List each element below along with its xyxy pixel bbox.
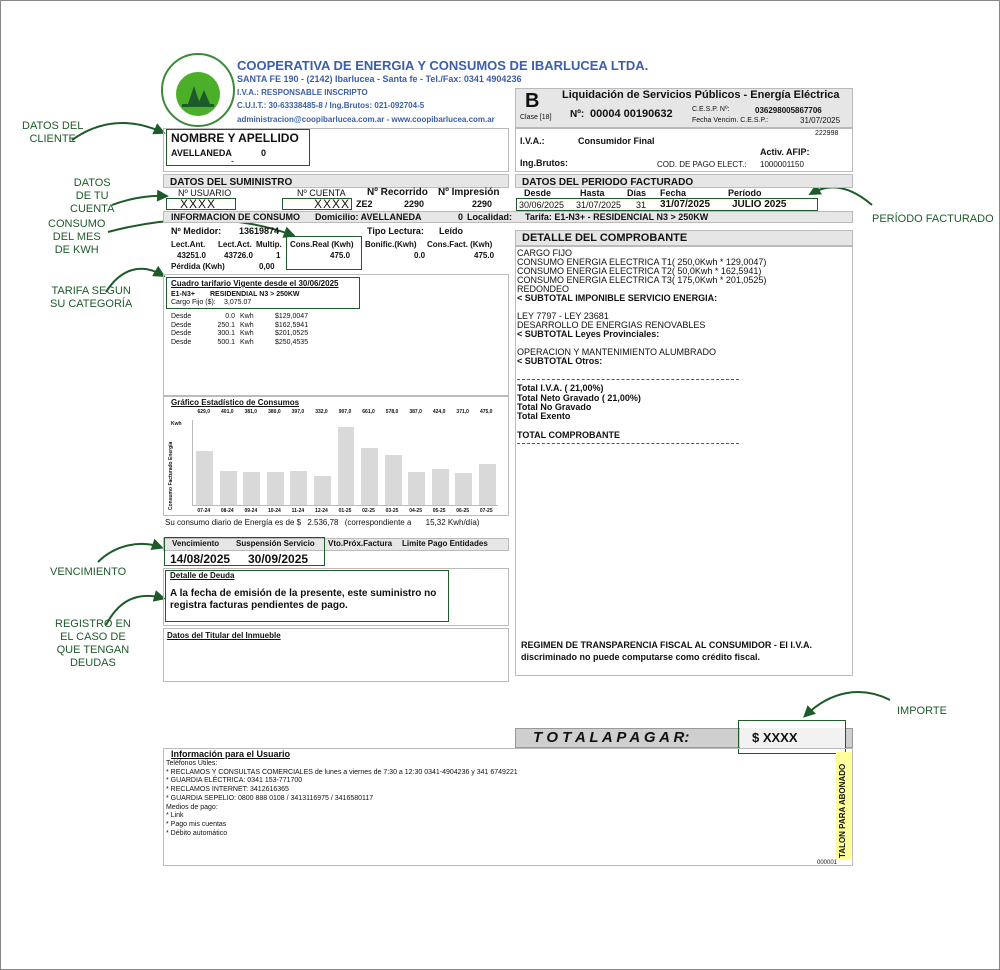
dias-value: 31 [636, 200, 647, 210]
periodo-value: JULIO 2025 [732, 199, 787, 210]
chart-category-label: 04-25 [409, 508, 422, 514]
chart-category-label: 05-25 [432, 508, 446, 514]
bonific-label: Bonific.(Kwh) [365, 240, 417, 249]
chart-category-label: 11-24 [291, 508, 305, 514]
client-city: AVELLANEDA [171, 148, 232, 158]
client-name: NOMBRE Y APELLIDO [171, 131, 299, 145]
chart-category-label: 06-25 [456, 508, 470, 514]
chart-category-label: 03-25 [385, 508, 399, 514]
deuda-title: Detalle de Deuda [170, 571, 235, 580]
company-name: COOPERATIVA DE ENERGIA Y CONSUMOS DE IBARLUCEA LTDA. [237, 58, 649, 73]
lect-ant-value: 43251.0 [177, 251, 206, 260]
dias-label: Días [627, 188, 647, 198]
total-label: T O T A L A P A G A R: [533, 729, 690, 746]
info-line: * GUARDIA ELÉCTRICA: 0341 153-771700 [166, 777, 303, 785]
regimen-line1: REGIMEN DE TRANSPARENCIA FISCAL AL CONSUMIDOR - El I.V.A. [521, 640, 813, 650]
cons-fact-label: Cons.Fact. (Kwh) [427, 240, 493, 249]
company-email: administracion@coopibarlucea.com.ar - www.coopibarlucea.com.ar [237, 115, 495, 124]
chart-value-label: 371,0 [456, 409, 469, 415]
comprobante-exento: Total Exento [517, 411, 571, 421]
fecha-value: 31/07/2025 [660, 199, 711, 210]
annotation-cuenta: DATOS DE TU CUENTA [70, 177, 115, 215]
chart-bar-11-24 [290, 471, 307, 505]
chart-bar-04-25 [408, 472, 425, 505]
cargo-label: Cargo Fijo ($): [171, 299, 216, 306]
company-iva: I.V.A.: RESPONSABLE INSCRIPTO [237, 88, 368, 97]
hasta-label: Hasta [580, 188, 605, 198]
comprobante-subtotal-leyes: < SUBTOTAL Leyes Provinciales: [517, 329, 660, 339]
info-line: * Link [166, 812, 184, 820]
cons-fact-value: 475.0 [474, 251, 495, 260]
cod-pago-label: COD. DE PAGO ELECT.: [657, 160, 747, 169]
chart-value-label: 387,0 [409, 409, 422, 415]
comprobante-divider-2 [517, 443, 739, 444]
cuadro-row: Desde 500.1 Kwh $250,4535 [171, 338, 309, 346]
annotation-importe: IMPORTE [897, 705, 947, 717]
invoice-letter: B [525, 90, 540, 112]
cuadro-rows [171, 313, 308, 347]
info-lines [166, 760, 518, 838]
chart-value-label: 629,0 [197, 409, 211, 415]
chart-value-labels [192, 409, 498, 417]
cuadro-title: Cuadro tarifario Vigente desde el 30/06/2025 [171, 279, 339, 288]
perdida-value: 0,00 [259, 262, 275, 271]
usuario-label: Nº USUARIO [178, 188, 232, 198]
chart-value-label: 578,0 [385, 409, 399, 415]
info-line: * RECLAMOS INTERNET: 3412616365 [166, 786, 289, 794]
invoice-clase: Clase [18] [520, 114, 552, 121]
vencimiento-label: Vencimiento [172, 539, 220, 548]
lect-ant-label: Lect.Ant. [171, 240, 206, 249]
vto-prox-label: Vto.Próx.Factura [328, 539, 393, 548]
hasta-value: 31/07/2025 [576, 200, 622, 210]
company-cuit: C.U.I.T.: 30-63338485-8 / Ing.Brutos: 021-092704-5 [237, 101, 425, 110]
comprobante-t1: CONSUMO ENERGIA ELECTRICA T1( 250,0Kwh * 129,0047) [517, 257, 767, 267]
invoice-number-label: Nº: [570, 109, 585, 120]
suspension-label: Suspensión Servicio [236, 539, 315, 548]
company-address: SANTA FE 190 - (2142) Ibarlucea - Santa fe - Tel./Fax: 0341 4904236 [237, 74, 522, 84]
chart-bar-02-25 [361, 448, 378, 505]
annotation-registro: REGISTRO EN EL CASO DE QUE TENGAN DEUDAS [55, 618, 131, 669]
chart-bar-05-25 [432, 469, 449, 505]
chart-bar-09-24 [243, 472, 260, 505]
lect-act-value: 43726.0 [224, 251, 253, 260]
chart-bar-07-25 [479, 464, 496, 505]
consumo-diario: Su consumo diario de Energía es de $ 2.536,78 (correspondiente a 15,32 Kwh/día) [165, 518, 480, 527]
chart-value-label: 424,0 [432, 409, 446, 415]
cesp-label: C.E.S.P. Nº: [692, 106, 730, 113]
annotation-periodo: PERÍODO FACTURADO [872, 213, 994, 225]
recorrido-label: Nº Recorrido [367, 187, 428, 198]
total-amount: $ XXXX [752, 730, 798, 745]
suministro-title: DATOS DEL SUMINISTRO [163, 174, 509, 188]
chart-unit: Kwh [171, 421, 182, 427]
chart-value-label: 475,0 [479, 409, 493, 415]
info-code: 000001 [817, 860, 838, 866]
usuario-value: XXXX [180, 197, 217, 211]
info-line: Medios de pago: [166, 803, 218, 811]
chart-value-label: 397,0 [291, 409, 305, 415]
info-title: Información para el Usuario [171, 749, 291, 759]
comprobante-no-gravado: Total No Gravado [517, 402, 592, 412]
regimen-line2: discriminado no puede computarse como crédito fiscal. [521, 652, 761, 662]
info-line: * GUARDIA SEPELIO: 0800 888 0108 / 3413116975 / 3416580117 [166, 794, 374, 802]
cuenta-label: Nº CUENTA [297, 188, 346, 198]
annotation-cliente: DATOS DEL CLIENTE [22, 120, 84, 145]
desde-label: Desde [524, 188, 552, 198]
chart-bar-12-24 [314, 476, 331, 505]
perdida-label: Pérdida (Kwh) [171, 262, 225, 271]
fecha-label: Fecha [660, 188, 687, 198]
periodo-label: Período [728, 188, 762, 198]
chart-bar-01-25 [338, 427, 355, 505]
chart-category-label: 07-24 [197, 508, 211, 514]
info-line: * RECLAMOS Y CONSULTAS COMERCIALES de lunes a viernes de 7:30 a 12:30 0341-4904236 y 341 6749221 [166, 768, 518, 776]
tipo-lectura-value: Leído [439, 226, 463, 236]
domicilio: Domicilio: AVELLANEDA [315, 212, 422, 222]
chart-bar-03-25 [385, 455, 402, 505]
consumo-info-title: INFORMACION DE CONSUMO [171, 212, 300, 222]
cesp-number: 036298005867706 [755, 106, 822, 115]
desde-value: 30/06/2025 [519, 200, 565, 210]
client-dash: - [231, 156, 234, 166]
chart-category-label: 08-24 [220, 508, 234, 514]
chart-bar-06-25 [455, 473, 472, 505]
comprobante-divider [517, 379, 739, 380]
cuadro-desc: RESIDENDIAL N3 > 250KW [210, 291, 300, 298]
chart-bar-07-24 [196, 451, 213, 505]
iva-label: I.V.A.: [520, 136, 545, 146]
cuenta-value: XXXX [314, 197, 351, 211]
chart-category-label: 07-25 [479, 508, 493, 514]
impresion-label: Nº Impresión [438, 187, 500, 198]
chart-bar-08-24 [220, 471, 237, 505]
multip-value: 1 [276, 251, 281, 260]
chart-category-label: 02-25 [362, 508, 375, 514]
info-line: Teléfonos Utiles: [166, 760, 218, 767]
chart-category-label: 01-25 [338, 508, 352, 514]
comprobante-ley: LEY 7797 - LEY 23681 [517, 311, 609, 321]
cons-real-highlight [286, 236, 362, 270]
multip-label: Multip. [256, 240, 282, 249]
chart-title: Gráfico Estadístico de Consumos [171, 398, 300, 407]
chart-ylabel: Consumo Facturado Energía [168, 441, 174, 510]
chart-category-label: 12-24 [315, 508, 328, 514]
recorrido-value: 2290 [404, 199, 425, 209]
cuadro-code: E1-N3+ [171, 291, 195, 298]
fecha-cesp: 31/07/2025 [800, 116, 841, 125]
ze-value: ZE2 [356, 199, 373, 209]
deuda-line2: registra facturas pendientes de pago. [170, 600, 348, 611]
tipo-lectura-label: Tipo Lectura: [367, 226, 424, 236]
chart-value-label: 332,0 [315, 409, 328, 415]
invoice-number: 00004 00190632 [590, 108, 673, 120]
domicilio-num: 0 [458, 212, 464, 222]
fecha-cesp-label: Fecha Vencim. C.E.S.P.: [692, 117, 769, 124]
activ-afip: Activ. AFIP: [760, 147, 810, 157]
cooperative-logo [160, 52, 236, 128]
periodo-title: DATOS DEL PERIODO FACTURADO [515, 174, 853, 188]
comprobante-t2: CONSUMO ENERGIA ELECTRICA T2( 50,0Kwh * 162,5941) [517, 266, 762, 276]
comprobante-desarrollo: DESARROLLO DE ENERGIAS RENOVABLES [517, 320, 706, 330]
comprobante-operacion: OPERACION Y MANTENIMIENTO ALUMBRADO [517, 347, 717, 357]
comprobante-subtotal-otros: < SUBTOTAL Otros: [517, 356, 603, 366]
limite-pago-label: Limite Pago Entidades [402, 539, 488, 548]
medidor-value: 13619874 [239, 226, 280, 236]
talon-label: TALON PARA ABONADO [838, 763, 847, 858]
chart-value-label: 380,0 [268, 409, 281, 415]
invoice-title: Liquidación de Servicios Públicos - Energía Eléctrica [562, 89, 840, 101]
comprobante-t3: CONSUMO ENERGIA ELECTRICA T3( 175,0Kwh * 201,0525) [517, 275, 767, 285]
localidad-label: Localidad: [467, 212, 513, 222]
iva-value: Consumidor Final [578, 136, 655, 146]
tarifa: Tarifa: E1-N3+ - RESIDENCIAL N3 > 250KW [525, 212, 709, 222]
client-num: 0 [261, 148, 267, 158]
chart-category-label: 09-24 [244, 508, 258, 514]
chart-value-label: 907,0 [338, 409, 352, 415]
comprobante-title: DETALLE DEL COMPROBANTE [515, 230, 853, 246]
cuadro-row: Desde 0.0 Kwh $129,0047 [171, 313, 309, 320]
medidor-label: Nº Medidor: [171, 226, 222, 236]
chart-value-label: 661,0 [362, 409, 375, 415]
comprobante-total-iva: Total I.V.A. ( 21,00%) [517, 383, 604, 393]
chart-value-label: 381,0 [244, 409, 258, 415]
annotation-consumo: CONSUMO DEL MES DE KWH [48, 218, 106, 256]
cuadro-row: Desde 250.1 Kwh $162,5941 [171, 321, 309, 329]
info-line: * Débito automático [166, 829, 228, 837]
cod-pago: 1000001150 [760, 160, 804, 169]
invoice-code: 222998 [815, 130, 839, 137]
cons-real-label: Cons.Real (Kwh) [290, 240, 354, 249]
suspension-value: 30/09/2025 [248, 552, 309, 566]
vencimiento-value: 14/08/2025 [170, 552, 231, 566]
lect-act-label: Lect.Act. [218, 240, 252, 249]
deuda-line1: A la fecha de emisión de la presente, este suministro no [170, 588, 437, 599]
chart-bar-10-24 [267, 472, 284, 505]
comprobante-redondeo: REDONDEO [517, 284, 570, 294]
cons-real-value: 475.0 [330, 251, 351, 260]
annotation-tarifa: TARIFA SEGUN SU CATEGORÍA [50, 285, 133, 310]
bonific-value: 0.0 [414, 251, 426, 260]
chart-plot-area [192, 420, 498, 506]
comprobante-total: TOTAL COMPROBANTE [517, 430, 620, 440]
impresion-value: 2290 [472, 199, 493, 209]
cargo-value: 3,075.07 [224, 299, 252, 306]
comprobante-neto: Total Neto Gravado ( 21,00%) [517, 393, 641, 403]
chart-value-label: 401,0 [221, 409, 234, 415]
comprobante-cargo-fijo: CARGO FIJO [517, 248, 573, 258]
cuadro-row: Desde 300.1 Kwh $201,0525 [171, 330, 309, 337]
chart-category-labels [192, 508, 498, 516]
comprobante-subtotal-imponible: < SUBTOTAL IMPONIBLE SERVICIO ENERGIA: [517, 293, 718, 303]
titular-title: Datos del Titular del Inmueble [167, 631, 281, 640]
info-line: * Pago mis cuentas [166, 820, 227, 828]
chart-category-label: 10-24 [267, 508, 281, 514]
ingbrutos-label: Ing.Brutos: [520, 158, 568, 168]
annotation-vencimiento: VENCIMIENTO [50, 566, 127, 578]
